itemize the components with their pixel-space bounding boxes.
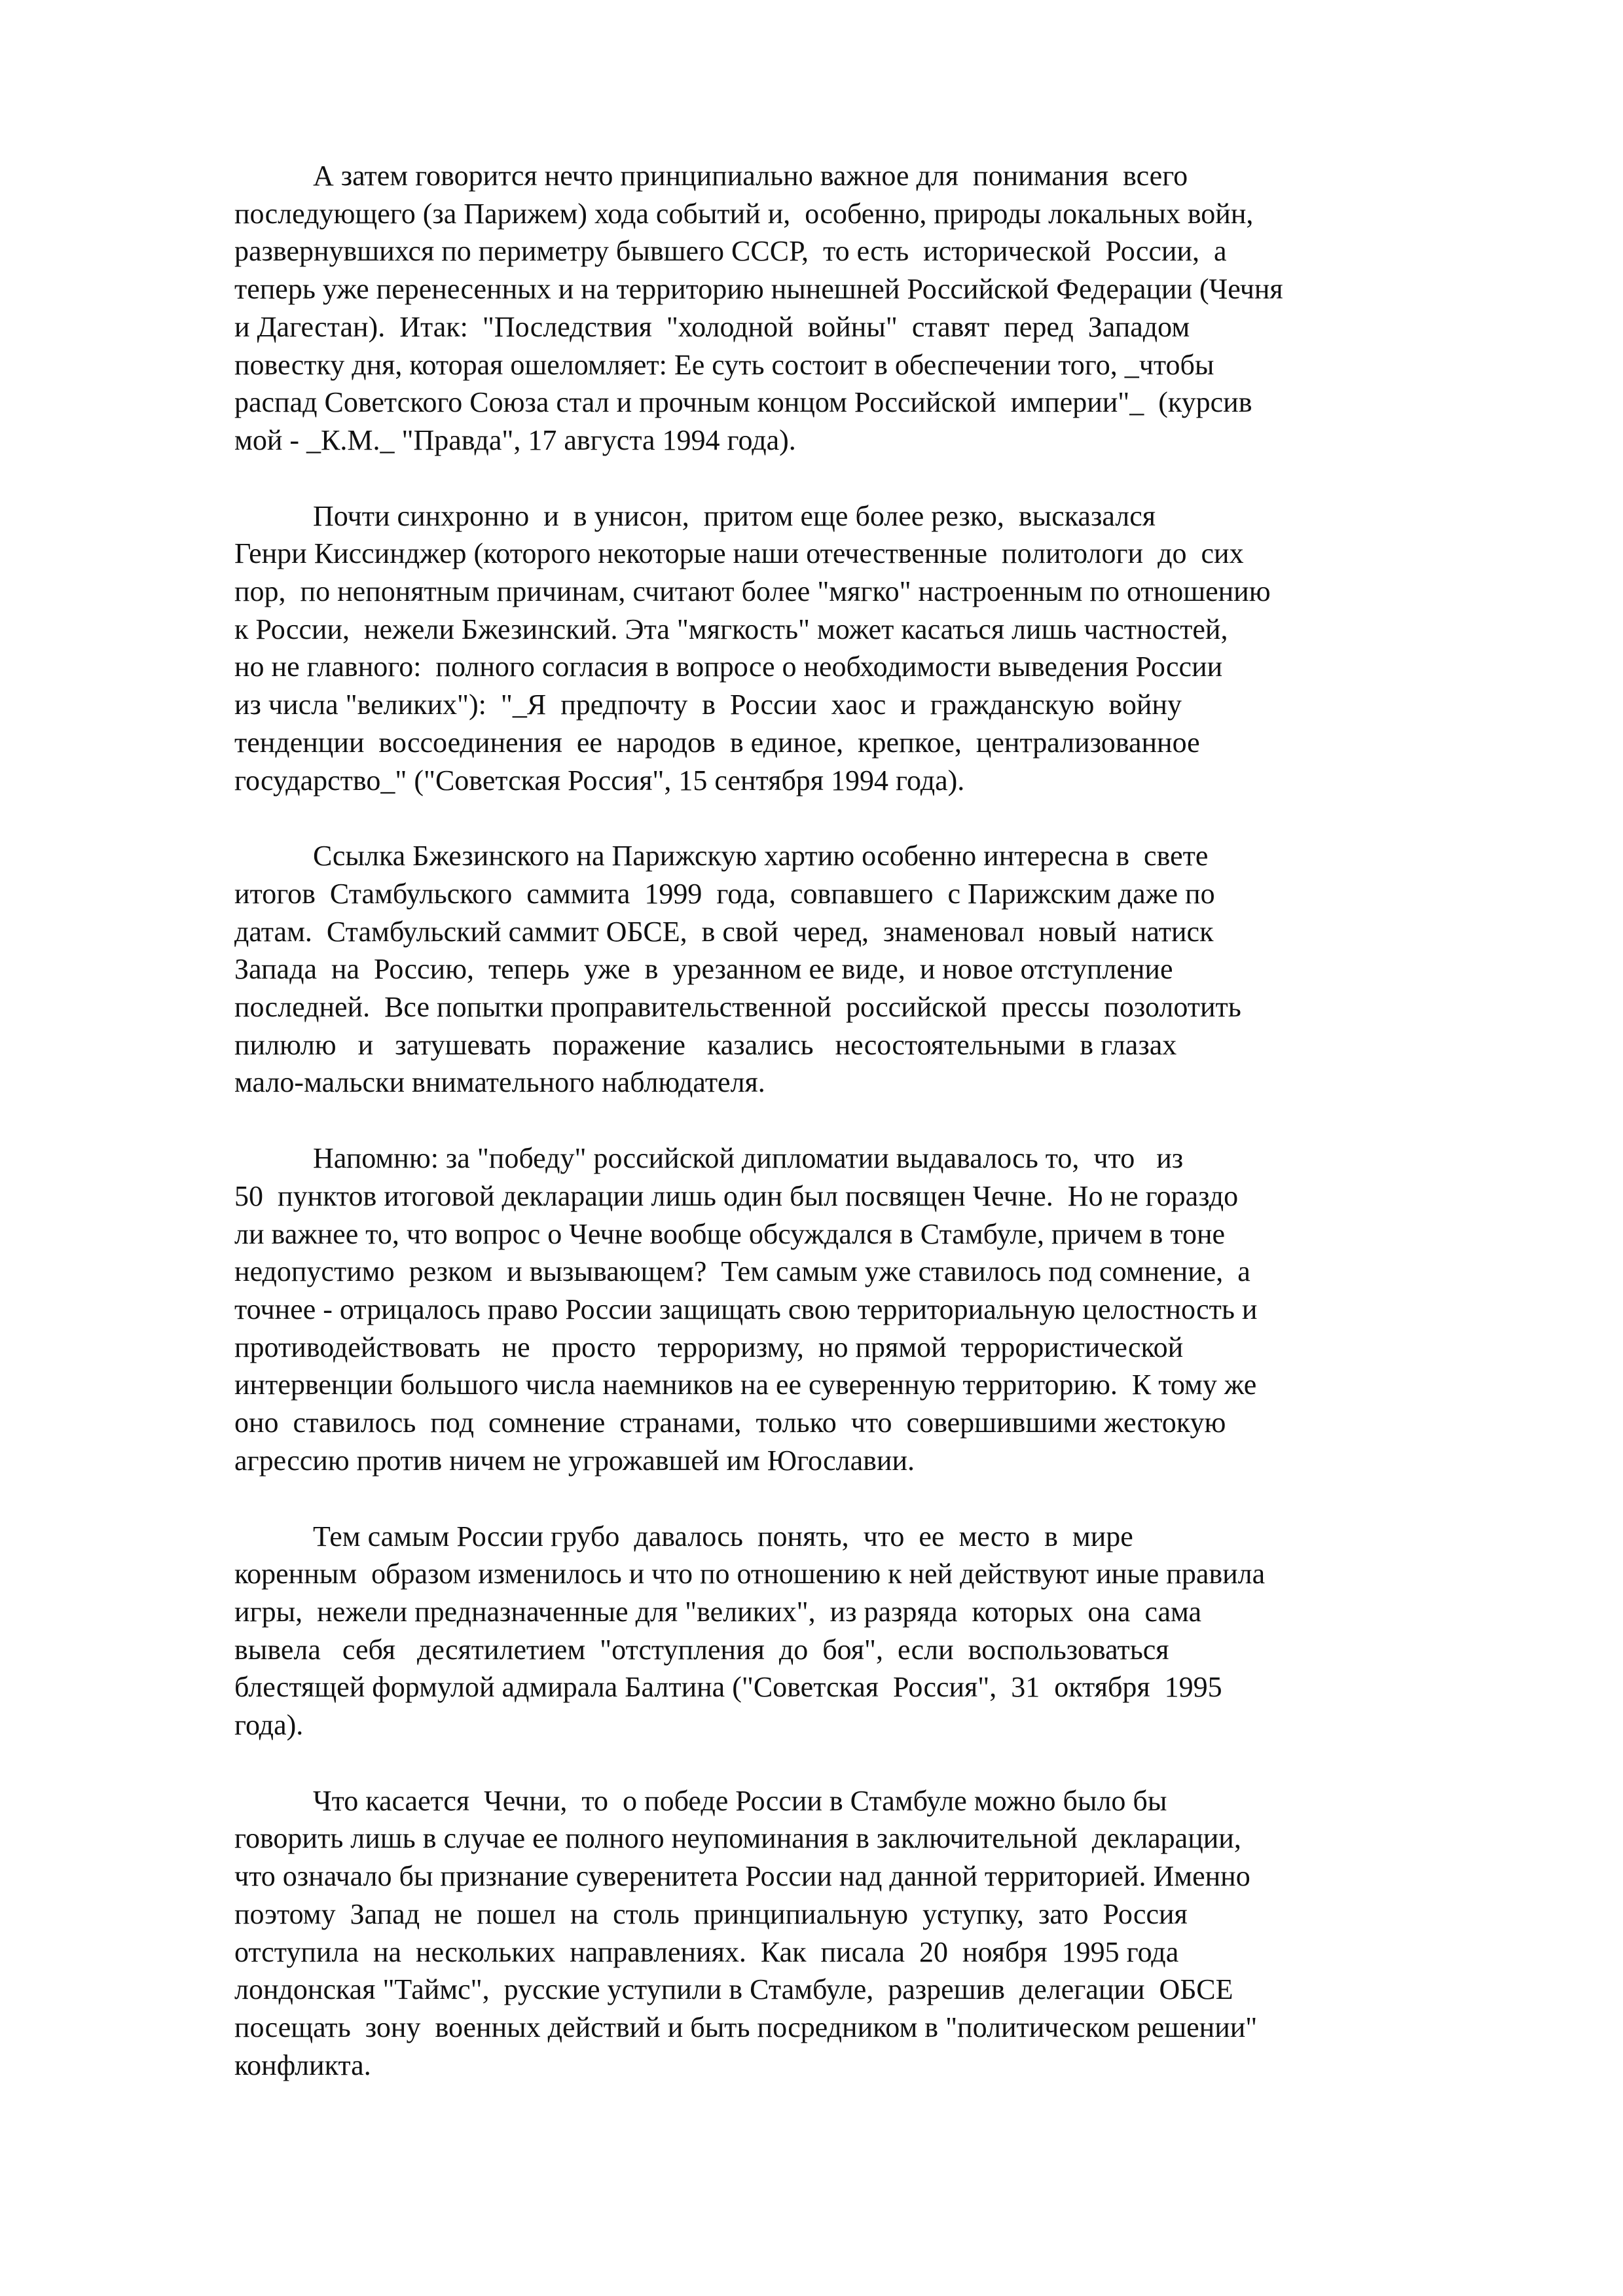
paragraph-line: но не главного: полного согласия в вопросе о необходимости выведения России: [234, 651, 1223, 683]
paragraph-line: пор, по непонятным причинам, считают более "мягко" настроенным по отношению: [234, 575, 1271, 608]
paragraph-line: Запада на Россию, теперь уже в урезанном ее виде, и новое отступление: [234, 953, 1173, 986]
paragraph-line: что означало бы признание суверенитета России над данной территорией. Именно: [234, 1860, 1250, 1893]
paragraph-line: агрессию против ничем не угрожавшей им Югославии.: [234, 1444, 915, 1477]
paragraph-line: Почти синхронно и в унисон, притом еще более резко, высказался: [313, 499, 1156, 532]
paragraph-1: [234, 157, 1446, 459]
paragraph-line: игры, нежели предназначенные для "великих", из разряда которых она сама: [234, 1595, 1202, 1628]
paragraph-line: к России, нежели Бжезинский. Эта "мягкость" может касаться лишь частностей,: [234, 613, 1228, 645]
paragraph-line: Тем самым России грубо давалось понять, что ее место в мире: [313, 1520, 1133, 1552]
paragraph-line: отступила на нескольких направлениях. Как писала 20 ноября 1995 года: [234, 1935, 1179, 1968]
paragraph-line: точнее - отрицалось право России защищать свою территориальную целостность и: [234, 1293, 1258, 1325]
paragraph-line: пилюлю и затушевать поражение казались несостоятельными в глазах: [234, 1028, 1177, 1061]
paragraph-5: [234, 1518, 1446, 1744]
paragraph-line: лондонская "Таймс", русские уступили в Стамбуле, разрешив делегации ОБСЕ: [234, 1973, 1233, 2006]
paragraph-line: А затем говорится нечто принципиально важное для понимания всего: [313, 160, 1188, 192]
paragraph-line: недопустимо резком и вызывающем? Тем самым уже ставилось под сомнение, а: [234, 1255, 1250, 1288]
paragraph-line: датам. Стамбульский саммит ОБСЕ, в свой черед, знаменовал новый натиск: [234, 915, 1214, 948]
paragraph-line: из числа "великих"): "_Я предпочту в России хаос и гражданскую войну: [234, 689, 1182, 721]
paragraph-line: Напомню: за "победу" российской дипломатии выдавалось то, что из: [313, 1142, 1184, 1175]
paragraph-3: [234, 837, 1446, 1102]
paragraph-line: развернувшихся по периметру бывшего СССР, то есть исторической России, а: [234, 235, 1227, 268]
paragraph-line: итогов Стамбульского саммита 1999 года, совпавшего с Парижским даже по: [234, 877, 1215, 910]
paragraph-line: оно ставилось под сомнение странами, только что совершившими жестокую: [234, 1407, 1226, 1439]
paragraph-4: [234, 1139, 1446, 1479]
paragraph-line: года).: [234, 1709, 304, 1742]
paragraph-line: Что касается Чечни, то о победе России в Стамбуле можно было бы: [313, 1784, 1167, 1817]
paragraph-line: Генри Киссинджер (которого некоторые наши отечественные политологи до сих: [234, 537, 1244, 570]
paragraph-line: распад Советского Союза стал и прочным концом Российской империи"_ (курсив: [234, 386, 1252, 419]
paragraph-line: говорить лишь в случае ее полного неупоминания в заключительной декларации,: [234, 1822, 1241, 1855]
paragraph-line: Ссылка Бжезинского на Парижскую хартию особенно интересна в свете: [313, 840, 1209, 872]
paragraph-line: посещать зону военных действий и быть посредником в "политическом решении": [234, 2011, 1258, 2043]
paragraph-line: конфликта.: [234, 2049, 371, 2081]
paragraph-line: ли важнее то, что вопрос о Чечне вообще обсуждался в Стамбуле, причем в тоне: [234, 1217, 1226, 1250]
document-body: [234, 157, 1446, 2122]
paragraph-line: повестку дня, которая ошеломляет: Ее суть состоит в обеспечении того, _чтобы: [234, 348, 1214, 381]
paragraph-line: мой - _К.М._ "Правда", 17 августа 1994 года).: [234, 423, 796, 456]
paragraph-line: теперь уже перенесенных и на территорию нынешней Российской Федерации (Чечня: [234, 273, 1283, 306]
paragraph-line: коренным образом изменилось и что по отношению к ней действуют иные правила: [234, 1558, 1266, 1590]
paragraph-line: вывела себя десятилетием "отступления до боя", если воспользоваться: [234, 1633, 1169, 1666]
paragraph-line: интервенции большого числа наемников на ее суверенную территорию. К тому же: [234, 1369, 1257, 1401]
paragraph-line: последующего (за Парижем) хода событий и, особенно, природы локальных войн,: [234, 197, 1254, 230]
paragraph-line: 50 пунктов итоговой декларации лишь один был посвящен Чечне. Но не гораздо: [234, 1179, 1239, 1212]
paragraph-line: поэтому Запад не пошел на столь принципиальную уступку, зато Россия: [234, 1897, 1188, 1930]
paragraph-line: государство_" ("Советская Россия", 15 сентября 1994 года).: [234, 764, 965, 797]
paragraph-line: последней. Все попытки проправительственной российской прессы позолотить: [234, 991, 1241, 1024]
paragraph-line: блестящей формулой адмирала Балтина ("Советская Россия", 31 октября 1995: [234, 1671, 1222, 1704]
paragraph-line: противодействовать не просто терроризму, но прямой террористической: [234, 1331, 1184, 1363]
paragraph-line: и Дагестан). Итак: "Последствия "холодной войны" ставят перед Западом: [234, 310, 1190, 343]
paragraph-2: [234, 497, 1446, 800]
paragraph-line: мало-мальски внимательного наблюдателя.: [234, 1066, 765, 1099]
paragraph-6: [234, 1782, 1446, 2085]
paragraph-line: тенденции воссоединения ее народов в единое, крепкое, централизованное: [234, 726, 1200, 759]
